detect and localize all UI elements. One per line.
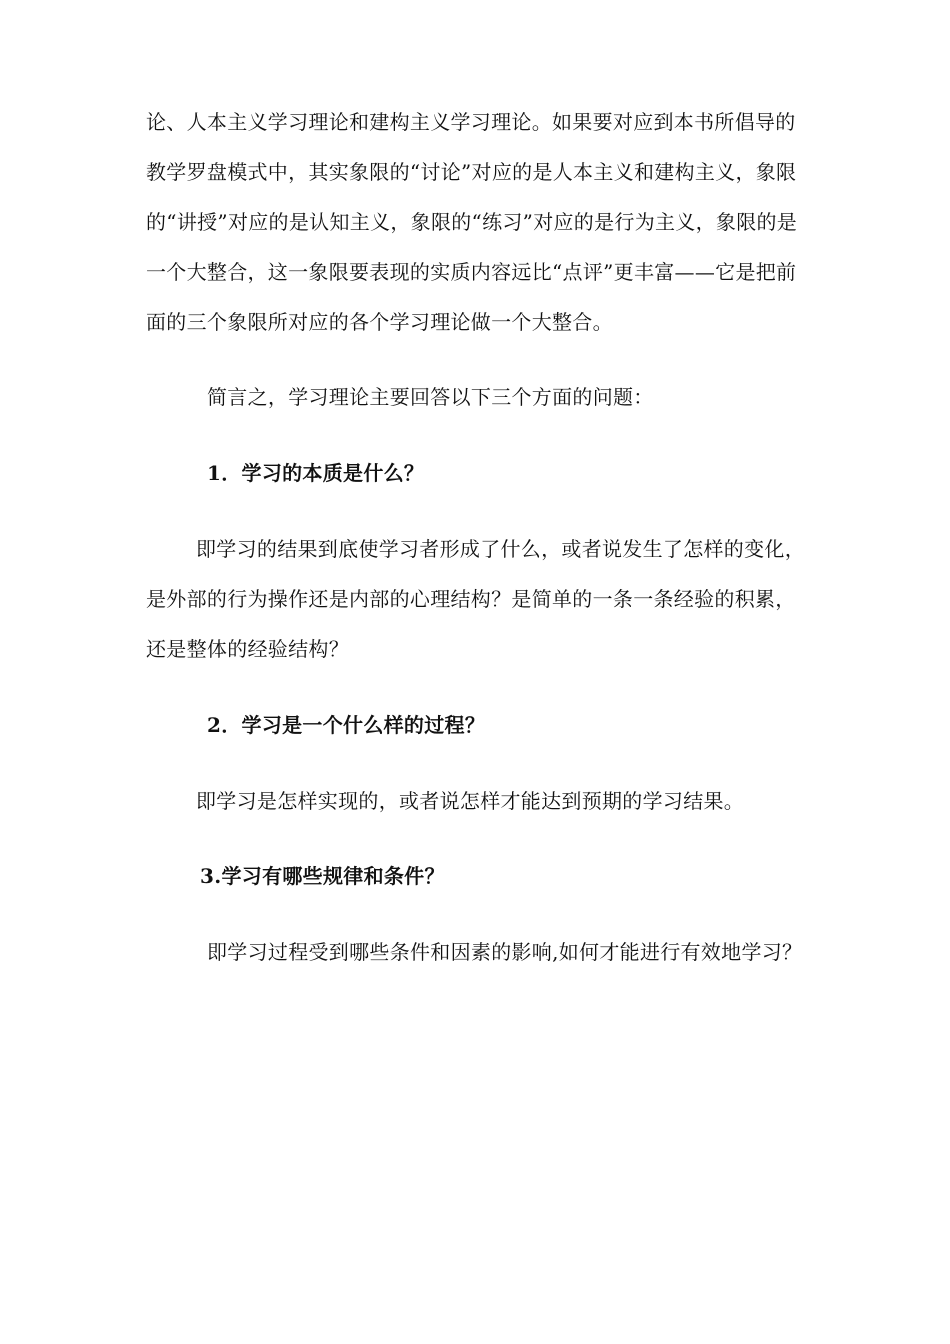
question-3-heading: 3.学习有哪些规律和条件？: [200, 864, 445, 888]
answer-2: 即学习是怎样实现的，或者说怎样才能达到预期的学习结果。: [196, 789, 745, 813]
answer-3: 即学习过程受到哪些条件和因素的影响,如何才能进行有效地学习？: [207, 940, 803, 964]
question-1-heading: 1．学习的本质是什么？: [207, 461, 425, 485]
paragraph-line-2: 教学罗盘模式中，其实象限的“讨论”对应的是人本主义和建构主义，象限: [146, 160, 797, 184]
intro-sentence: 简言之，学习理论主要回答以下三个方面的问题：: [207, 385, 654, 409]
answer-1-line-3: 还是整体的经验结构？: [146, 637, 349, 661]
answer-1-line-1: 即学习的结果到底使学习者形成了什么，或者说发生了怎样的变化，: [196, 537, 805, 561]
answer-1-line-2: 是外部的行为操作还是内部的心理结构？是简单的一条一条经验的积累，: [146, 587, 796, 611]
question-2-heading: 2．学习是一个什么样的过程？: [207, 713, 486, 737]
paragraph-line-4: 一个大整合，这一象限要表现的实质内容远比“点评”更丰富——它是把前: [146, 260, 797, 284]
paragraph-line-3: 的“讲授”对应的是认知主义，象限的“练习”对应的是行为主义，象限的是: [146, 210, 798, 234]
paragraph-line-1: 论、人本主义学习理论和建构主义学习理论。如果要对应到本书所倡导的: [146, 110, 796, 134]
paragraph-line-5: 面的三个象限所对应的各个学习理论做一个大整合。: [146, 310, 613, 334]
